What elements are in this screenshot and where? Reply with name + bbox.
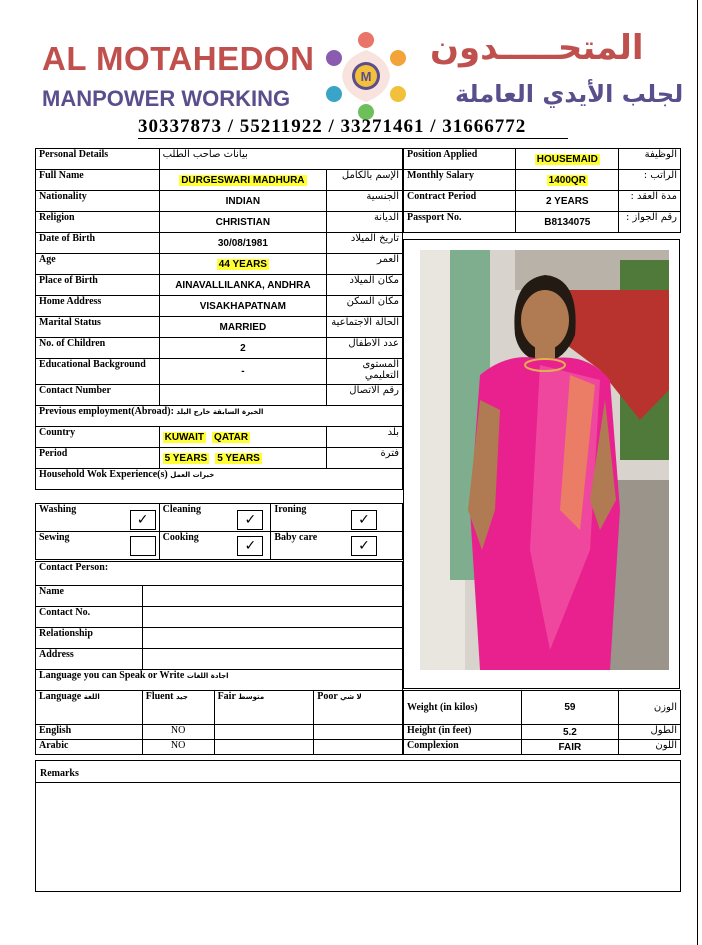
country-2: QATAR	[214, 431, 249, 443]
cp-name-label: Name	[36, 586, 143, 607]
salary-ar: الراتب :	[619, 170, 681, 191]
period-ar: فترة	[327, 448, 403, 469]
company-subtitle-ar: لجلب الأيدي العاملة	[455, 80, 684, 108]
babycare-cell	[271, 532, 403, 560]
country-ar: بلد	[327, 427, 403, 448]
household-ar: خبرات العمل	[170, 471, 215, 479]
salary-label: Monthly Salary	[404, 170, 516, 191]
age-value: 44 YEARS	[218, 258, 267, 270]
age-label: Age	[36, 254, 160, 275]
cp-address-label: Address	[36, 649, 143, 670]
cp-address-value	[142, 649, 402, 670]
prev-employment-heading	[36, 406, 403, 427]
col-poor-label: Poor	[317, 691, 338, 702]
position-applied-value: HOUSEMAID	[536, 153, 598, 165]
arabic-value: NO	[142, 740, 214, 755]
children-value: 2	[159, 338, 327, 359]
english-label: English	[36, 725, 143, 740]
col-fair-ar: متوسط	[238, 693, 265, 701]
prev-employment-ar: الخبرة السابقة خارج البلد	[176, 408, 264, 416]
contact-number-ar: رقم الاتصال	[327, 385, 403, 406]
household-skills-table	[35, 503, 403, 560]
pob-value: AINAVALLILANKA, ANDHRA	[159, 275, 327, 296]
col-poor	[314, 691, 403, 725]
contract-label: Contract Period	[404, 191, 516, 212]
remarks-header	[35, 760, 681, 783]
personal-details-label: Personal Details	[36, 149, 160, 170]
babycare-checkbox: ✓	[351, 536, 377, 556]
education-label: Educational Background	[36, 359, 160, 385]
ironing-checkbox: ✓	[351, 510, 377, 530]
cleaning-checkbox: ✓	[237, 510, 263, 530]
household-heading	[36, 469, 403, 490]
nationality-ar: الجنسية	[327, 191, 403, 212]
children-label: No. of Children	[36, 338, 160, 359]
washing-label: Washing	[39, 504, 77, 515]
passport-ar: رقم الجواز :	[619, 212, 681, 233]
age-ar: العمر	[327, 254, 403, 275]
remarks-body	[35, 782, 681, 892]
marital-label: Marital Status	[36, 317, 160, 338]
cp-name-value	[142, 586, 402, 607]
passport-label: Passport No.	[404, 212, 516, 233]
pob-label: Place of Birth	[36, 275, 160, 296]
dob-value: 30/08/1981	[159, 233, 327, 254]
col-fluent	[142, 691, 214, 725]
country-label: Country	[36, 427, 160, 448]
dob-label: Date of Birth	[36, 233, 160, 254]
babycare-label: Baby care	[274, 532, 318, 543]
prev-employment-label: Previous employment(Abroad):	[39, 406, 174, 417]
ironing-label: Ironing	[274, 504, 307, 515]
cp-relationship-label: Relationship	[36, 628, 143, 649]
physical-table	[403, 690, 681, 755]
cp-contact-label: Contact No.	[36, 607, 143, 628]
complexion-value: FAIR	[521, 740, 619, 755]
col-language-label: Language	[39, 691, 82, 702]
language-heading-ar: اجادة اللغات	[186, 672, 229, 680]
arabic-fair	[214, 740, 314, 755]
cooking-label: Cooking	[162, 532, 199, 543]
period-1: 5 YEARS	[164, 452, 208, 464]
cp-relationship-value	[142, 628, 402, 649]
company-name-ar: المتحـــــدون	[430, 28, 644, 68]
position-applied-label: Position Applied	[404, 149, 516, 170]
education-value: -	[159, 359, 327, 385]
children-ar: عدد الاطفال	[327, 338, 403, 359]
contract-value: 2 YEARS	[516, 191, 619, 212]
cooking-checkbox: ✓	[237, 536, 263, 556]
weight-value: 59	[521, 691, 619, 725]
position-table	[403, 148, 681, 233]
page-edge-line	[697, 0, 698, 945]
full-name-value: DURGESWARI MADHURA	[181, 174, 305, 186]
contact-number-label: Contact Number	[36, 385, 160, 406]
arabic-poor	[314, 740, 403, 755]
education-ar: المستوى التعليمي	[327, 359, 403, 385]
household-label: Household Wok Experience(s)	[39, 469, 168, 480]
religion-label: Religion	[36, 212, 160, 233]
pob-ar: مكان الميلاد	[327, 275, 403, 296]
personal-details-ar: بيانات صاحب الطلب	[159, 149, 402, 170]
washing-checkbox: ✓	[130, 510, 156, 530]
passport-value: B8134075	[516, 212, 619, 233]
phone-numbers: 30337873 / 55211922 / 33271461 / 31666772	[138, 116, 568, 139]
cooking-cell	[159, 532, 271, 560]
col-fair	[214, 691, 314, 725]
weight-label: Weight (in kilos)	[404, 691, 522, 725]
marital-ar: الحالة الاجتماعية	[327, 317, 403, 338]
complexion-label: Complexion	[404, 740, 522, 755]
language-table	[35, 690, 403, 755]
arabic-label: Arabic	[36, 740, 143, 755]
address-value: VISAKHAPATNAM	[159, 296, 327, 317]
col-fluent-label: Fluent	[145, 691, 174, 702]
emblem-letter: M	[360, 69, 372, 84]
cleaning-cell	[159, 504, 271, 532]
salary-value: 1400QR	[548, 174, 586, 186]
col-poor-ar: لا شي	[340, 693, 362, 701]
country-1: KUWAIT	[164, 431, 205, 443]
cleaning-label: Cleaning	[162, 504, 201, 515]
candidate-photo	[420, 250, 669, 670]
language-heading-label: Language you can Speak or Write	[39, 670, 185, 681]
english-fair	[214, 725, 314, 740]
col-language-ar: اللغة	[83, 693, 100, 701]
complexion-ar: اللون	[619, 740, 681, 755]
period-label: Period	[36, 448, 160, 469]
marital-value: MARRIED	[159, 317, 327, 338]
contact-person-label: Contact Person:	[36, 562, 403, 586]
full-name-label: Full Name	[36, 170, 160, 191]
nationality-label: Nationality	[36, 191, 160, 212]
language-heading	[36, 670, 403, 691]
height-label: Height (in feet)	[404, 725, 522, 740]
religion-ar: الديانة	[327, 212, 403, 233]
full-name-ar: الإسم بالكامل	[327, 170, 403, 191]
english-value: NO	[142, 725, 214, 740]
col-fluent-ar: جيد	[176, 693, 188, 701]
sewing-cell	[36, 532, 160, 560]
personal-details-table	[35, 148, 403, 490]
contact-number-value	[159, 385, 327, 406]
sewing-label: Sewing	[39, 532, 70, 543]
company-subtitle-en: MANPOWER WORKING	[42, 86, 291, 111]
height-value: 5.2	[521, 725, 619, 740]
nationality-value: INDIAN	[159, 191, 327, 212]
address-label: Home Address	[36, 296, 160, 317]
company-name-en: AL MOTAHEDON	[42, 40, 315, 77]
position-applied-ar: الوظيفة	[619, 149, 681, 170]
period-2: 5 YEARS	[217, 452, 260, 464]
company-emblem-icon	[318, 28, 414, 124]
address-ar: مكان السكن	[327, 296, 403, 317]
contact-person-table	[35, 561, 403, 691]
weight-ar: الوزن	[619, 691, 681, 725]
dob-ar: تاريخ الميلاد	[327, 233, 403, 254]
cp-contact-value	[142, 607, 402, 628]
remarks-label: Remarks	[40, 768, 79, 779]
contract-ar: مدة العقد :	[619, 191, 681, 212]
sewing-checkbox	[130, 536, 156, 556]
washing-cell	[36, 504, 160, 532]
ironing-cell	[271, 504, 403, 532]
height-ar: الطول	[619, 725, 681, 740]
col-language	[36, 691, 143, 725]
religion-value: CHRISTIAN	[159, 212, 327, 233]
english-poor	[314, 725, 403, 740]
col-fair-label: Fair	[217, 691, 236, 702]
